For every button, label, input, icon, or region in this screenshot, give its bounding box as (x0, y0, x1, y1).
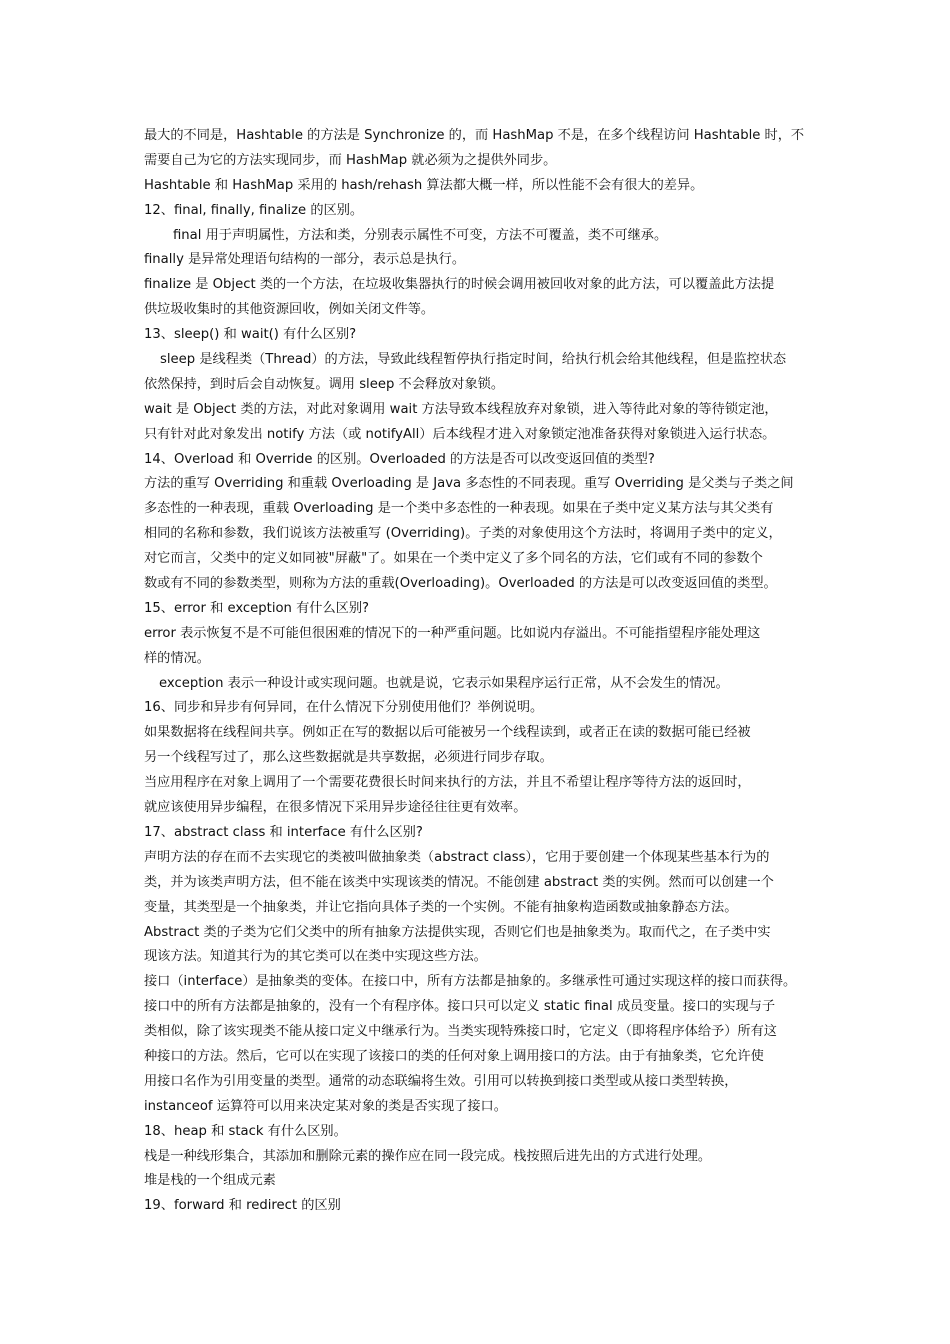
text-line: 类相似，除了该实现类不能从接口定义中继承行为。当类实现特殊接口时，它定义（即将程序体给予）所有这 (144, 1024, 777, 1040)
text-line: 需要自己为它的方法实现同步，而 HashMap 就必须为之提供外同步。 (144, 152, 557, 168)
text-line: 声明方法的存在而不去实现它的类被叫做抽象类（abstract class），它用于要创建一个体现某些基本行为的 (144, 849, 770, 865)
text-line: wait 是 Object 类的方法，对此对象调用 wait 方法导致本线程放弃对象锁，进入等待此对象的等待锁定池， (144, 401, 778, 417)
text-line: 堆是栈的一个组成元素 (144, 1173, 276, 1189)
text-line: 多态性的一种表现，重载 Overloading 是一个类中多态性的一种表现。如果在子类中定义某方法与其父类有 (144, 501, 774, 517)
text-line: error 表示恢复不是不可能但很困难的情况下的一种严重问题。比如说内存溢出。不可能指望程序能处理这 (144, 625, 761, 641)
text-line: 16、同步和异步有何异同，在什么情况下分别使用他们？举例说明。 (144, 700, 544, 716)
text-line: 就应该使用异步编程，在很多情况下采用异步途径往往更有效率。 (144, 800, 527, 816)
text-line: finalize 是 Object 类的一个方法，在垃圾收集器执行的时候会调用被回收对象的此方法，可以覆盖此方法提 (144, 277, 775, 293)
text-line: 12、final, finally, finalize 的区别。 (144, 202, 364, 218)
text-line: 类，并为该类声明方法，但不能在该类中实现该类的情况。不能创建 abstract 类的实例。然而可以创建一个 (144, 874, 774, 890)
text-line: 18、heap 和 stack 有什么区别。 (144, 1123, 347, 1139)
text-line: Hashtable 和 HashMap 采用的 hash/rehash 算法都大概一样，所以性能不会有很大的差异。 (144, 177, 704, 193)
text-line: 15、error 和 exception 有什么区别? (144, 600, 370, 616)
text-line: 17、abstract class 和 interface 有什么区别? (144, 824, 423, 840)
text-line: 最大的不同是，Hashtable 的方法是 Synchronize 的，而 HashMap 不是，在多个线程访问 Hashtable 时，不 (144, 128, 805, 143)
text-line: 对它而言，父类中的定义如同被"屏蔽"了。如果在一个类中定义了多个同名的方法，它们或有不同的参数个 (144, 551, 763, 567)
text-line: 样的情况。 (144, 650, 210, 666)
text-line: 供垃圾收集时的其他资源回收，例如关闭文件等。 (144, 302, 435, 318)
text-line: 接口（interface）是抽象类的变体。在接口中，所有方法都是抽象的。多继承性可通过实现这样的接口而获得。 (144, 974, 797, 990)
text-line: 依然保持，到时后会自动恢复。调用 sleep 不会释放对象锁。 (144, 376, 505, 392)
document-page (144, 124, 810, 1219)
text-line: 14、Overload 和 Override 的区别。Overloaded 的方法是否可以改变返回值的类型? (144, 451, 655, 467)
text-line: exception 表示一种设计或实现问题。也就是说，它表示如果程序运行正常，从不会发生的情况。 (159, 675, 729, 691)
text-line: 19、forward 和 redirect 的区别 (144, 1198, 341, 1214)
text-line: 当应用程序在对象上调用了一个需要花费很长时间来执行的方法，并且不希望让程序等待方法的返回时， (144, 775, 751, 791)
text-line: finally 是异常处理语句结构的一部分，表示总是执行。 (144, 252, 466, 268)
text-line: final 用于声明属性，方法和类，分别表示属性不可变，方法不可覆盖，类不可继承。 (173, 227, 668, 243)
text-line: 种接口的方法。然后，它可以在实现了该接口的类的任何对象上调用接口的方法。由于有抽象类，它允许使 (144, 1048, 764, 1064)
text-line: sleep 是线程类（Thread）的方法，导致此线程暂停执行指定时间，给执行机会给其他线程，但是监控状态 (160, 352, 787, 368)
text-line: instanceof 运算符可以用来决定某对象的类是否实现了接口。 (144, 1098, 507, 1114)
text-line: Abstract 类的子类为它们父类中的所有抽象方法提供实现，否则它们也是抽象类为。取而代之，在子类中实 (144, 924, 771, 940)
text-line: 方法的重写 Overriding 和重载 Overloading 是 Java 多态性的不同表现。重写 Overriding 是父类与子类之间 (144, 476, 794, 492)
text-line: 现该方法。知道其行为的其它类可以在类中实现这些方法。 (144, 949, 487, 965)
text-line: 相同的名称和参数，我们说该方法被重写 (Overriding)。子类的对象使用这个方法时，将调用子类中的定义， (144, 526, 782, 542)
text-line: 数或有不同的参数类型，则称为方法的重载(Overloading)。Overloaded 的方法是可以改变返回值的类型。 (144, 576, 777, 592)
text-line: 另一个线程写过了，那么这些数据就是共享数据，必须进行同步存取。 (144, 750, 553, 766)
text-line: 如果数据将在线程间共享。例如正在写的数据以后可能被另一个线程读到，或者正在读的数据可能已经被 (144, 725, 751, 741)
text-line: 变量，其类型是一个抽象类，并让它指向具体子类的一个实例。不能有抽象构造函数或抽象静态方法。 (144, 899, 738, 915)
text-line: 接口中的所有方法都是抽象的，没有一个有程序体。接口只可以定义 static final 成员变量。接口的实现与子 (144, 999, 776, 1015)
text-line: 13、sleep() 和 wait() 有什么区别? (144, 327, 357, 343)
text-line: 只有针对此对象发出 notify 方法（或 notifyAll）后本线程才进入对象锁定池准备获得对象锁进入运行状态。 (144, 426, 776, 442)
text-line: 栈是一种线形集合，其添加和删除元素的操作应在同一段完成。栈按照后进先出的方式进行处理。 (144, 1148, 712, 1164)
text-line: 用接口名作为引用变量的类型。通常的动态联编将生效。引用可以转换到接口类型或从接口类型转换， (144, 1073, 738, 1089)
